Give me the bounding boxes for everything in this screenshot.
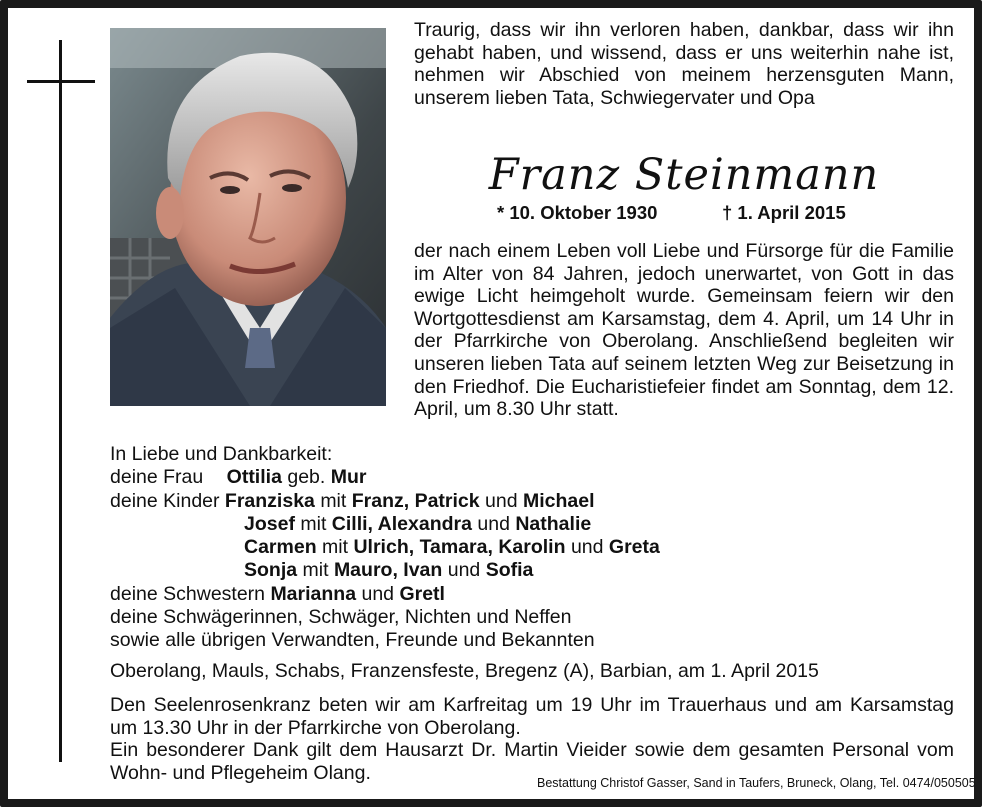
wife-geb: geb.	[287, 466, 326, 489]
child-name: Sonja	[244, 559, 298, 582]
place-date: Oberolang, Mauls, Schabs, Franzensfeste, Bregenz (A), Barbian, am 1. April 2015	[110, 660, 819, 682]
family-wife-line	[110, 466, 660, 489]
child-und: und	[477, 512, 510, 535]
child-partners: Franz, Patrick	[351, 489, 480, 512]
family-inlaws-line: deine Schwägerinnen, Schwäger, Nichten und Neffen	[110, 606, 572, 629]
closing-text	[110, 694, 954, 784]
family-child-line	[110, 490, 660, 513]
child-last: Michael	[523, 489, 595, 512]
birth-date: * 10. Oktober 1930	[497, 202, 658, 223]
family-child-line	[110, 536, 660, 559]
child-name: Carmen	[244, 536, 317, 559]
portrait-photo	[110, 28, 386, 406]
cross-icon	[59, 40, 62, 762]
deceased-name: Franz Steinmann	[488, 150, 880, 200]
cross-icon-bar	[27, 80, 95, 83]
family-sisters-line	[110, 583, 660, 606]
child-last: Nathalie	[515, 512, 592, 535]
family-list	[110, 443, 660, 653]
child-last: Greta	[608, 536, 660, 559]
child-mit: mit	[320, 489, 347, 512]
child-und: und	[485, 489, 518, 512]
child-partners: Ulrich, Tamara, Karolin	[353, 536, 566, 559]
child-und: und	[570, 536, 604, 559]
thanks-text: Ein besonderer Dank gilt dem Hausarzt Dr. Martin Vieider sowie dem gesamten Personal vom Wohn- und Pflegeheim Olang.	[110, 739, 954, 784]
wife-maiden-name: Mur	[330, 466, 367, 489]
children-label: deine Kinder	[110, 489, 220, 512]
body-text: der nach einem Leben voll Liebe und Fürsorge für die Familie im Alter von 84 Jahren, jedoch unerwartet, von Gott in das ewige Licht heimgeholt wurde. Gemeinsam feiern wir den Wortgottesdienst am Karsamstag, dem 4. April, um 14 Uhr in der Pfarrkirche von Oberolang. Anschließend begleiten wir unseren lieben Tata auf seinem letzten Weg zur Beisetzung in den Friedhof. Die Eucharistiefeier findet am Sonntag, dem 12. April, um 8.30 Uhr statt.	[414, 240, 954, 421]
sister-name: Marianna	[270, 582, 357, 605]
child-mit: mit	[300, 512, 327, 535]
rosary-text: Den Seelenrosenkranz beten wir am Karfreitag um 19 Uhr im Trauerhaus und am Karsamstag um 13.30 Uhr in der Pfarrkirche von Oberolang.	[110, 694, 954, 739]
intro-text: Traurig, dass wir ihn verloren haben, dankbar, dass wir ihn gehabt haben, und wissend, dass er uns weiterhin nahe ist, nehmen wir Abschied von meinem herzensguten Mann, unserem lieben Tata, Schwiegervater und Opa	[414, 19, 954, 109]
undertaker-info: Bestattung Christof Gasser, Sand in Taufers, Bruneck, Olang, Tel. 0474/050505	[537, 776, 976, 790]
child-name: Franziska	[224, 489, 315, 512]
child-partners: Cilli, Alexandra	[331, 512, 472, 535]
child-und: und	[447, 559, 481, 582]
family-child-line	[110, 559, 660, 582]
child-last: Sofia	[485, 559, 534, 582]
family-heading: In Liebe und Dankbarkeit:	[110, 443, 333, 465]
child-mit: mit	[322, 536, 349, 559]
family-others-line: sowie alle übrigen Verwandten, Freunde und Bekannten	[110, 629, 595, 652]
sisters-label: deine Schwestern	[110, 582, 266, 605]
wife-name: Ottilia	[226, 466, 282, 489]
family-child-line	[110, 513, 660, 536]
child-mit: mit	[302, 559, 329, 582]
sister-name: Gretl	[399, 582, 445, 605]
death-date: † 1. April 2015	[722, 202, 846, 223]
sisters-und: und	[361, 582, 395, 605]
child-partners: Mauro, Ivan	[333, 559, 443, 582]
child-name: Josef	[244, 512, 295, 535]
wife-label: deine Frau	[110, 466, 204, 489]
